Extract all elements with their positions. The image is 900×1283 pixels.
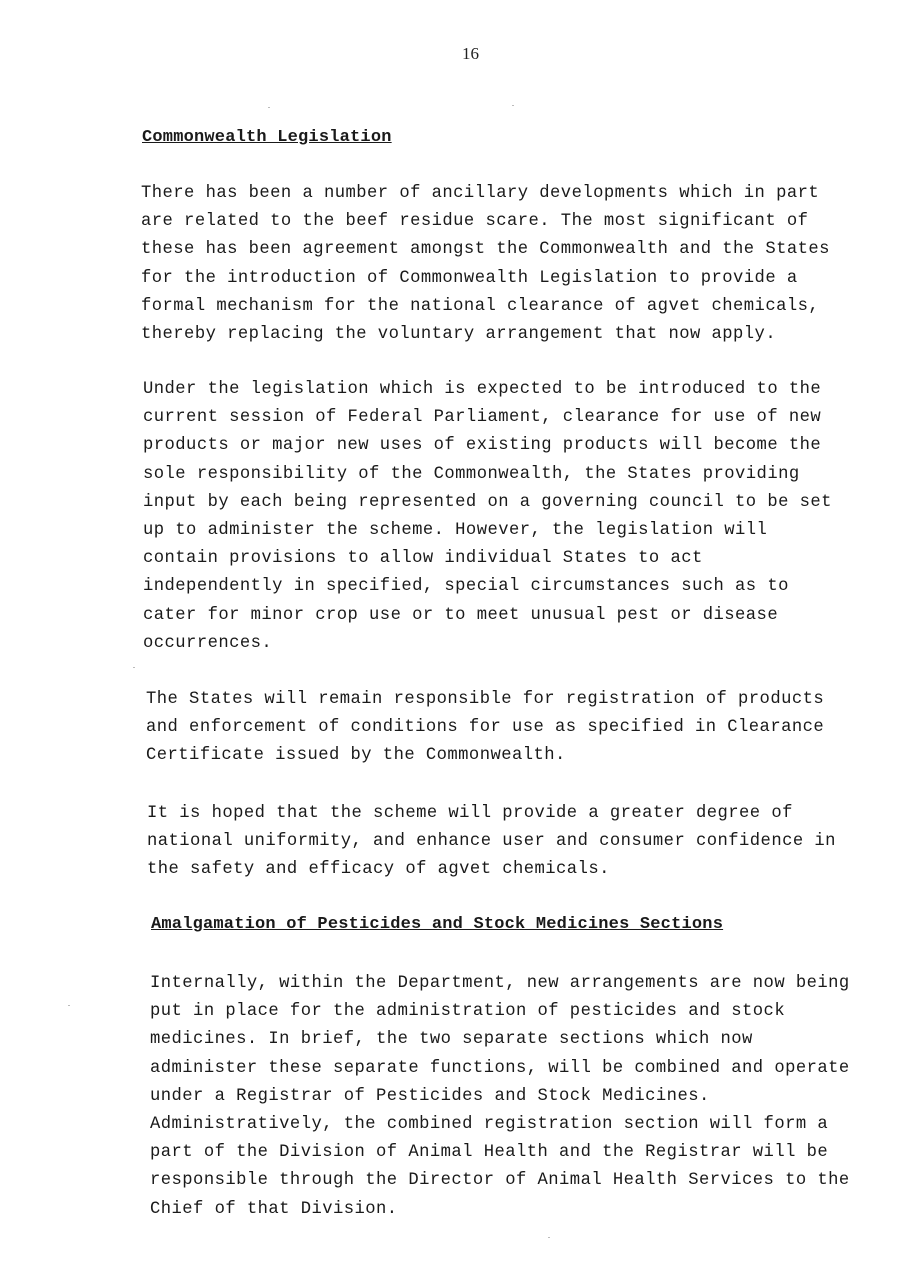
text-line: Administratively, the combined registration section will form a xyxy=(150,1115,829,1135)
text-line: The States will remain responsible for registration of products xyxy=(146,690,825,709)
text-line: It is hoped that the scheme will provide a greater degree of xyxy=(147,804,793,823)
text-line: products or major new uses of existing products will become the xyxy=(143,436,822,456)
paragraph xyxy=(146,686,824,771)
text-line: input by each being represented on a governing council to be set xyxy=(143,492,832,512)
text-line: these has been agreement amongst the Commonwealth and the States xyxy=(141,240,830,260)
text-line: There has been a number of ancillary developments which in part xyxy=(141,184,820,203)
text-line: for the introduction of Commonwealth Legislation to provide a xyxy=(141,268,798,288)
text-line: medicines. In brief, the two separate sections which now xyxy=(150,1030,753,1050)
text-line: part of the Division of Animal Health and the Registrar will be xyxy=(150,1143,829,1163)
text-line: responsible through the Director of Animal Health Services to the xyxy=(150,1171,850,1191)
text-line: independently in specified, special circumstances such as to xyxy=(143,577,789,597)
text-line: sole responsibility of the Commonwealth, the States providing xyxy=(143,464,800,484)
text-line: Under the legislation which is expected to be introduced to the xyxy=(143,380,822,399)
section-heading-amalgamation: Amalgamation of Pesticides and Stock Medicines Sections xyxy=(151,915,724,934)
paragraph xyxy=(147,800,836,885)
text-line: and enforcement of conditions for use as specified in Clearance xyxy=(146,718,825,738)
scan-speck xyxy=(133,667,135,668)
page-number: 16 xyxy=(462,44,479,63)
text-line: under a Registrar of Pesticides and Stock Medicines. xyxy=(150,1086,710,1106)
text-line: cater for minor crop use or to meet unusual pest or disease xyxy=(143,605,779,625)
text-line: contain provisions to allow individual States to act xyxy=(143,549,703,569)
scan-speck xyxy=(68,1005,70,1006)
text-line: thereby replacing the voluntary arrangement that now apply. xyxy=(141,325,777,345)
text-line: current session of Federal Parliament, clearance for use of new xyxy=(143,408,822,428)
text-line: formal mechanism for the national clearance of agvet chemicals, xyxy=(141,296,820,316)
paragraph xyxy=(143,376,832,658)
text-line: national uniformity, and enhance user and consumer confidence in xyxy=(147,832,836,852)
text-line: put in place for the administration of pesticides and stock xyxy=(150,1002,786,1022)
text-line: administer these separate functions, will be combined and operate xyxy=(150,1058,850,1078)
text-line: are related to the beef residue scare. The most significant of xyxy=(141,212,809,232)
text-line: Certificate issued by the Commonwealth. xyxy=(146,746,566,766)
scan-speck xyxy=(548,1237,550,1238)
paragraph xyxy=(141,180,830,349)
paragraph xyxy=(150,970,850,1224)
text-line: up to administer the scheme. However, the legislation will xyxy=(143,521,768,541)
text-line: occurrences. xyxy=(143,633,273,653)
text-line: Internally, within the Department, new arrangements are now being xyxy=(150,974,850,993)
scan-speck xyxy=(512,105,514,106)
scan-speck xyxy=(268,107,270,108)
section-heading-commonwealth-legislation: Commonwealth Legislation xyxy=(142,128,392,147)
text-line: Chief of that Division. xyxy=(150,1199,398,1219)
text-line: the safety and efficacy of agvet chemicals. xyxy=(147,860,610,880)
